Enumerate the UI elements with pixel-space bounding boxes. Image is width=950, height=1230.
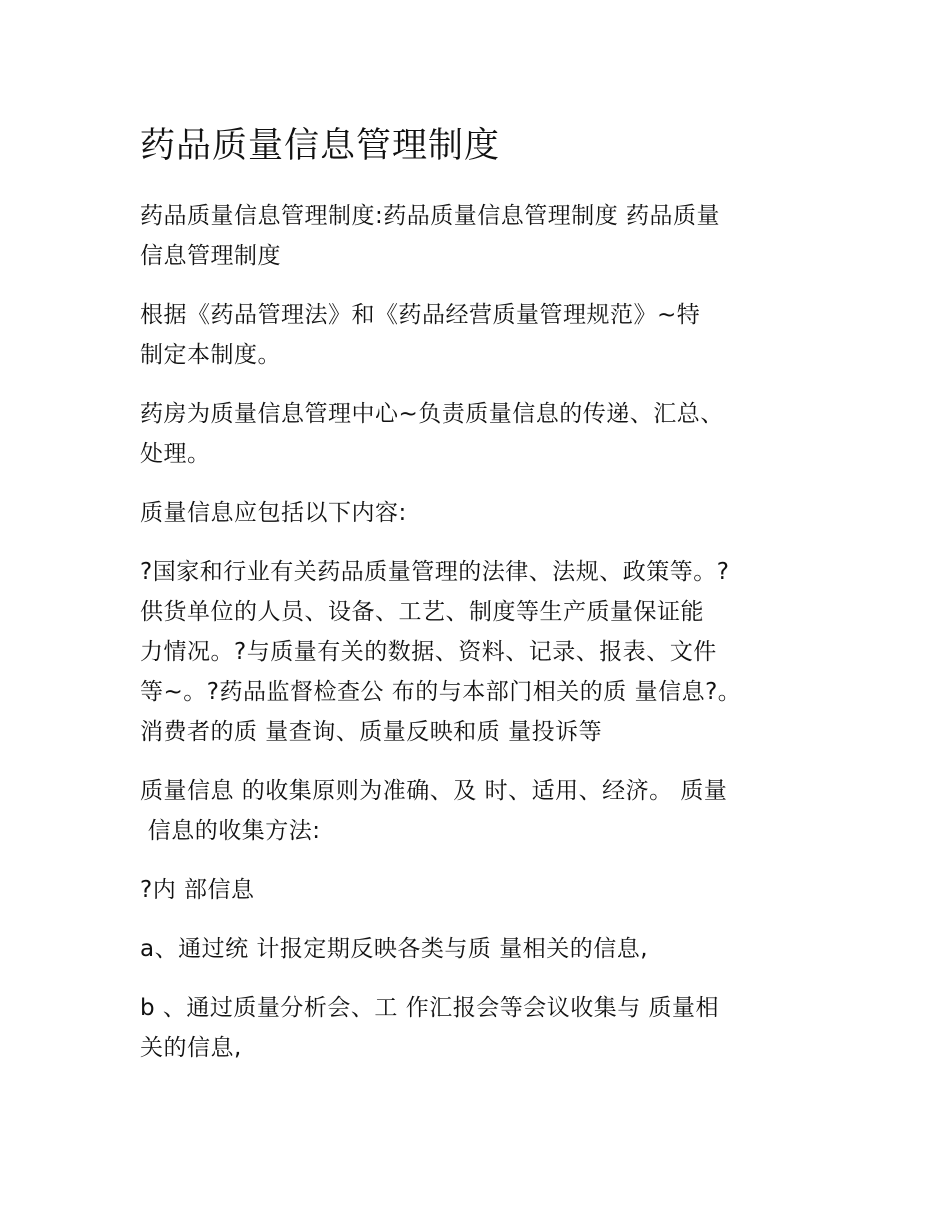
paragraph-internal-info bbox=[140, 870, 812, 910]
paragraph-intro bbox=[140, 196, 812, 276]
text-line: 等~。?药品监督检查公 布的与本部门相关的质 量信息?。 bbox=[140, 679, 742, 705]
text-line: 质量信息应包括以下内容: bbox=[140, 500, 407, 526]
text-line: 药品质量信息管理制度:药品质量信息管理制度 药品质量 bbox=[140, 203, 721, 229]
text-line: 供货单位的人员、设备、工艺、制度等生产质量保证能 bbox=[140, 599, 704, 625]
text-line: ?内 部信息 bbox=[140, 877, 255, 903]
paragraph-basis bbox=[140, 295, 812, 375]
text-line: ?国家和行业有关药品质量管理的法律、法规、政策等。? bbox=[140, 559, 730, 585]
text-line: a、通过统 计报定期反映各类与质 量相关的信息, bbox=[140, 936, 649, 962]
text-line: 药房为质量信息管理中心~负责质量信息的传递、汇总、 bbox=[140, 401, 724, 427]
text-line: 消费者的质 量查询、质量反映和质 量投诉等 bbox=[140, 719, 603, 745]
paragraph-item-b bbox=[140, 988, 812, 1068]
text-line: b 、通过质量分析会、工 作汇报会等会议收集与 质量相 bbox=[140, 995, 720, 1021]
text-line: 信息管理制度 bbox=[140, 243, 281, 269]
document-title: 药品质量信息管理制度 bbox=[140, 126, 501, 166]
text-line: 处理。 bbox=[140, 441, 211, 467]
text-line: 信息的收集方法: bbox=[140, 818, 321, 844]
text-line: 关的信息, bbox=[140, 1035, 242, 1061]
text-line: 质量信息 的收集原则为准确、及 时、适用、经济。 质量 bbox=[140, 778, 728, 804]
text-line: 力情况。?与质量有关的数据、资料、记录、报表、文件 bbox=[140, 639, 717, 665]
paragraph-collection-principle bbox=[140, 771, 812, 851]
paragraph-content-list bbox=[140, 552, 812, 752]
document-page bbox=[140, 118, 812, 1087]
text-line: 制定本制度。 bbox=[140, 342, 281, 368]
text-line: 根据《药品管理法》和《药品经营质量管理规范》~特 bbox=[140, 302, 701, 328]
paragraph-content-heading bbox=[140, 493, 812, 533]
paragraph-item-a bbox=[140, 929, 812, 969]
paragraph-center bbox=[140, 394, 812, 474]
